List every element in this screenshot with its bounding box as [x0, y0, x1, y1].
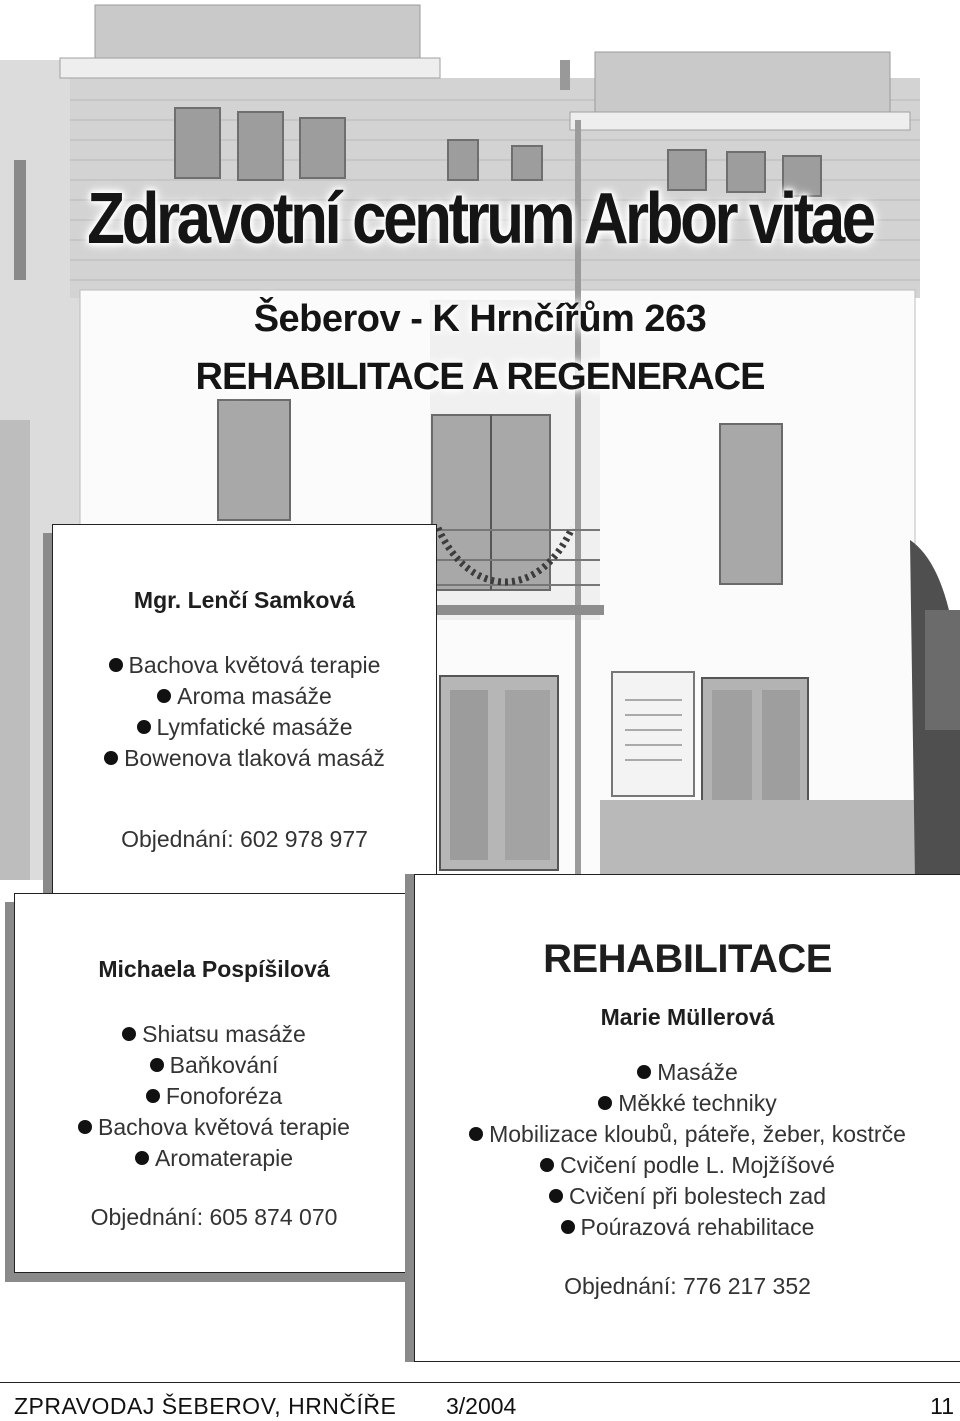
bullet-icon: [146, 1089, 160, 1103]
list-item: Aroma masáže: [53, 681, 436, 712]
bullet-icon: [104, 751, 118, 765]
bullet-icon: [469, 1127, 483, 1141]
bullet-icon: [135, 1151, 149, 1165]
therapist-name: Michaela Pospíšilová: [98, 956, 330, 982]
booking-phone: Objednání: 602 978 977: [121, 826, 368, 852]
list-item: Masáže: [415, 1057, 960, 1088]
rehabilitation-heading: REHABILITACE: [543, 937, 832, 981]
list-item: Měkké techniky: [415, 1088, 960, 1119]
bullet-icon: [637, 1065, 651, 1079]
bullet-icon: [598, 1096, 612, 1110]
rehabilitation-card-mullerova: [414, 874, 960, 1362]
booking-phone: Objednání: 605 874 070: [90, 1204, 338, 1230]
service-list: [15, 1019, 413, 1174]
page-number: 11: [930, 1393, 954, 1419]
bullet-icon: [561, 1220, 575, 1234]
bullet-icon: [549, 1189, 563, 1203]
list-item: Bachova květová terapie: [15, 1112, 413, 1143]
list-item: Bowenova tlaková masáž: [53, 743, 436, 774]
page-footer: [0, 1382, 960, 1421]
bullet-icon: [78, 1120, 92, 1134]
booking-phone: Objednání: 776 217 352: [564, 1273, 811, 1299]
therapist-card-pospisilova: [14, 893, 414, 1273]
page-title: Zdravotní centrum Arbor vitae: [87, 179, 873, 259]
bullet-icon: [137, 720, 151, 734]
service-list: [53, 650, 436, 774]
list-item: Poúrazová rehabilitace: [415, 1212, 960, 1243]
list-item: Baňkování: [15, 1050, 413, 1081]
list-item: Shiatsu masáže: [15, 1019, 413, 1050]
bullet-icon: [540, 1158, 554, 1172]
bullet-icon: [150, 1058, 164, 1072]
list-item: Bachova květová terapie: [53, 650, 436, 681]
list-item: Mobilizace kloubů, páteře, žeber, kostrče: [415, 1119, 960, 1150]
list-item: Aromaterapie: [15, 1143, 413, 1174]
address-subtitle: Šeberov - K Hrnčířům 263: [253, 298, 707, 340]
list-item: Lymfatické masáže: [53, 712, 436, 743]
service-list: [415, 1057, 960, 1243]
list-item: Cvičení při bolestech zad: [415, 1181, 960, 1212]
slogan-subtitle: REHABILITACE A REGENERACE: [195, 356, 765, 398]
list-item: Cvičení podle L. Mojžíšové: [415, 1150, 960, 1181]
therapist-name: Mgr. Lenčí Samková: [133, 587, 356, 613]
issue-number: 3/2004: [446, 1393, 517, 1419]
therapist-name: Marie Müllerová: [600, 1004, 775, 1030]
bullet-icon: [109, 658, 123, 672]
list-item: Fonoforéza: [15, 1081, 413, 1112]
therapist-card-samkova: [52, 524, 437, 894]
bullet-icon: [157, 689, 171, 703]
bullet-icon: [122, 1027, 136, 1041]
publication-name: ZPRAVODAJ ŠEBEROV, HRNČÍŘE: [14, 1393, 397, 1419]
